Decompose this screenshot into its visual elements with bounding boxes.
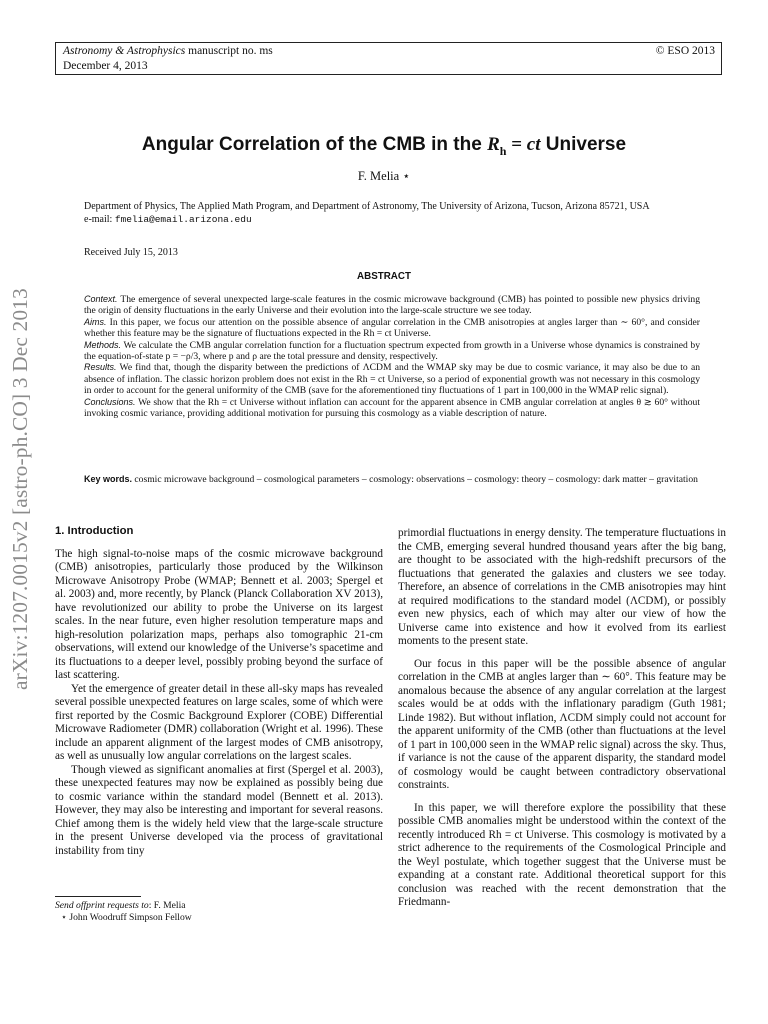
abstract-text: We find that, though the disparity between the predictions of ΛCDM and the WMAP sky may be due to cosmic variance, it may also be due to an absence of inflation. The classic horizon problem does not exist in the Rh = ct Universe, so a period of exponential growth was not necessary in this cosmology in order to account for the general uniformity of the CMB (save for the aforementioned tiny fluctuations of 1 part in 100,000 in the WMAP relic signal). <box>84 362 700 397</box>
email-link[interactable]: fmelia@email.arizona.edu <box>114 213 252 225</box>
copyright: © ESO 2013 <box>655 45 715 57</box>
email-line <box>84 214 700 227</box>
abstract-aims <box>84 317 700 340</box>
offprint-label: Send offprint requests to <box>55 900 149 911</box>
abstract-text: We calculate the CMB angular correlation function for a fluctuation spectrum expected from growth in a Universe whose dynamics is constrained by the equation-of-state p = −ρ/3, where p and ρ are the total pressure and density, respectively. <box>84 339 700 363</box>
title-prefix: Angular Correlation of the CMB in the <box>141 134 488 155</box>
manuscript-header <box>55 42 722 75</box>
author: F. Melia ⋆ <box>357 169 411 183</box>
abstract-heading: ABSTRACT <box>357 271 411 282</box>
header-date: December 4, 2013 <box>63 60 148 72</box>
received-date: Received July 15, 2013 <box>84 247 178 258</box>
title-math-r: R <box>487 134 500 155</box>
offprint-name: : F. Melia <box>148 900 186 911</box>
paper-title <box>0 134 768 159</box>
paragraph: In this paper, we will therefore explore the possibility that these possible CMB anomalies might be understood within the context of the recently introduced Rh = ct Universe. This cosmology is motivated by a strict adherence to the requirements of the Cosmological Principle and the Weyl postulate, which together suggest that the Universe must be expanding at a constant rate. Additional theoretical support for this conclusion was reached with the recent demonstration that the Friedmann- <box>398 801 726 908</box>
title-equals: = <box>506 134 527 155</box>
title-math-sub: h <box>499 143 507 158</box>
affiliation-text: Department of Physics, The Applied Math Program, and Department of Astronomy, The University of Arizona, Tucson, Arizona 85721, USA <box>84 201 650 212</box>
paragraph: The high signal-to-noise maps of the cosmic microwave background (CMB) anisotropies, particularly those produced by the Wilkinson Microwave Anisotropy Probe (WMAP; Bennett et al. 2003; Spergel et al. 2003) and, more recently, by Planck (Planck Collaboration XV 2013), have revolutionized our ability to probe the Universe on its largest scales. In the near future, even higher resolution temperature maps and high-resolution polarization maps, perhaps also tomographic 21-cm observations, will extend our knowledge of the Universe’s spacetime and its fluctuations to a deeper level, possibly probing beyond the surface of last scattering. <box>55 547 383 681</box>
abstract-label: Aims. <box>84 316 107 327</box>
paragraph: Yet the emergence of greater detail in these all-sky maps has revealed several possible unexpected features on large scales, some of which were first reported by the Cosmic Background Explorer (COBE) Differential Microwave Radiometer (DMR) collaboration (Wright et al. 1996). These include an apparent alignment of the largest modes of CMB anisotropy, as well as unusually low angular correlations on the largest scales. <box>55 682 383 762</box>
paragraph: Our focus in this paper will be the possible absence of angular correlation in the CMB at angles larger than ∼ 60°. This feature may be anomalous because the absence of any angular correlation at the largest scales would be at odds with the inflationary paradigm (Guth 1981; Linde 1982). But without inflation, ΛCDM simply could not account for the apparent uniformity of the CMB (other than fluctuations at the level of 1 part in 100,000 seen in the WMAP relic signal) across the sky. Thus, if variance is not the cause of the apparent disparity, the standard model of cosmology would be caught between contradictory observational constraints. <box>398 657 726 791</box>
abstract-results <box>84 362 700 396</box>
abstract-text: In this paper, we focus our attention on the possible absence of angular correlation in the CMB anisotropies at angles larger than ∼ 60°, and consider whether this feature may be the signature of fluctuations expected in the Rh = ct Universe. <box>84 316 700 340</box>
abstract-text: The emergence of several unexpected large-scale features in the cosmic microwave background (CMB) has pointed to possible new physics driving the origin of density fluctuations in the early Universe and their evolution into the large-scale structure we see today. <box>84 294 700 317</box>
keywords <box>84 474 700 486</box>
paragraph: primordial fluctuations in energy density. The temperature fluctuations in the CMB, emerging several hundred thousand years after the big bang, are thought to be associated with the high-redshift precursors of the fluctuations that generated the galaxies and clusters we see today. Therefore, an absence of correlations in the CMB anisotropies may hint at required modifications to the standard model (ΛCDM), or possibly even new physics, each of which may alter our view of how the Universe came into existence and how it evolved from its earliest moments to the present state. <box>398 527 726 647</box>
abstract <box>84 294 700 419</box>
right-column <box>398 525 726 910</box>
email-label: e-mail: <box>84 213 115 225</box>
section-heading: 1. Introduction <box>55 525 134 537</box>
keywords-label: Key words. <box>84 474 133 484</box>
footnote-offprint <box>55 900 186 911</box>
abstract-conclusions <box>84 397 700 420</box>
abstract-label: Methods. <box>84 339 122 350</box>
abstract-text: We show that the Rh = ct Universe without inflation can account for the apparent absence in CMB angular correlation at angles θ ≳ 60° without invoking cosmic variance, providing additional motivation for pursuing this cosmology as a viable description of nature. <box>84 396 700 420</box>
abstract-label: Conclusions. <box>84 396 136 407</box>
left-column <box>55 525 383 858</box>
footnote-rule <box>55 896 141 897</box>
manuscript-number: manuscript no. ms <box>185 45 273 57</box>
journal-name: Astronomy & Astrophysics <box>63 45 186 57</box>
journal-line <box>63 45 273 57</box>
abstract-context <box>84 294 700 317</box>
footnote-fellow: ⋆ John Woodruff Simpson Fellow <box>61 912 192 923</box>
affiliation <box>84 201 700 226</box>
abstract-label: Results. <box>84 362 117 373</box>
abstract-methods <box>84 340 700 363</box>
title-suffix: Universe <box>540 134 627 155</box>
keywords-text: cosmic microwave background – cosmological parameters – cosmology: observations – cosmology: theory – cosmology: dark matter – gravitation <box>132 474 698 485</box>
arxiv-stamp: arXiv:1207.0015v2 [astro-ph.CO] 3 Dec 2013 <box>8 288 32 690</box>
abstract-label: Context. <box>84 294 118 304</box>
title-math-ct: ct <box>526 134 541 155</box>
paragraph: Though viewed as significant anomalies at first (Spergel et al. 2003), these unexpected features may now be explained as possibly being due to cosmic variance within the standard model (Bennett et al. 2013). However, they may also be interesting and important for several reasons. Chief among them is the widely held view that the large-scale structure in the present Universe developed via the process of gravitational instability from tiny <box>55 763 383 857</box>
